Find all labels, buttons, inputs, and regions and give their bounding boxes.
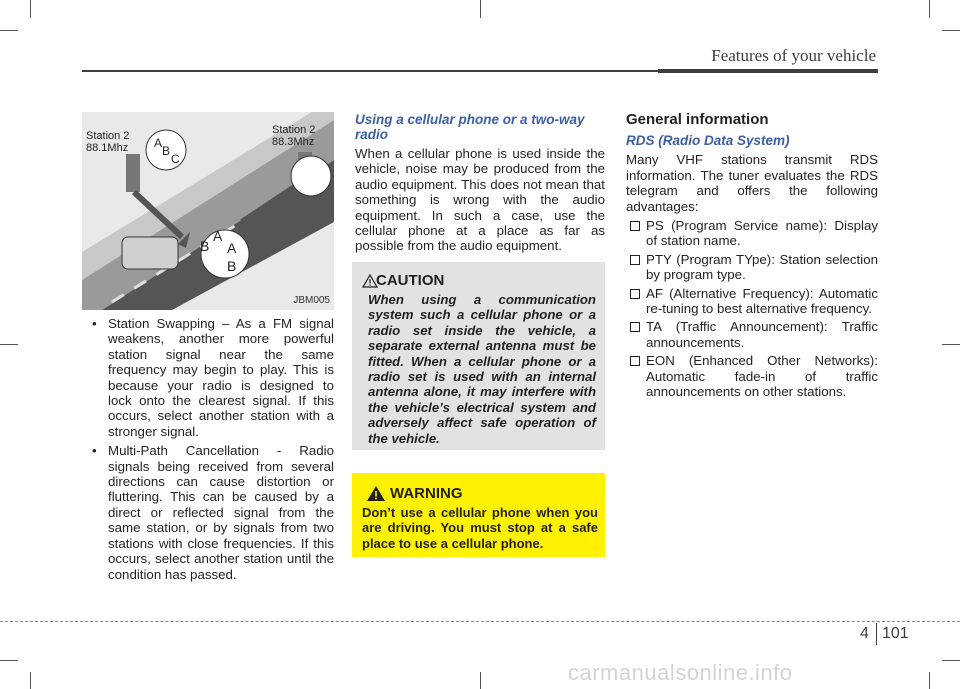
crop-mark bbox=[0, 660, 18, 661]
list-item: AF (Alternative Frequency): Automatic re-tuning to best alternative frequency. bbox=[626, 286, 878, 317]
section-title: General information bbox=[626, 111, 769, 128]
crop-mark bbox=[480, 0, 481, 18]
list-item: • Station Swapping – As a FM signal weakens, another more powerful station signal near the same frequency may begin to play. This is because your radio is designed to lock onto the clearest signal. If this occurs, select another station with a stronger signal. bbox=[86, 316, 334, 439]
crop-mark bbox=[942, 660, 960, 661]
left-tower bbox=[126, 154, 140, 192]
feature-list bbox=[626, 218, 878, 399]
signal-label: B bbox=[162, 144, 171, 158]
column-1 bbox=[86, 316, 334, 586]
bullet-list bbox=[86, 316, 334, 582]
section-title: Using a cellular phone or a two-way radio bbox=[355, 112, 585, 142]
list-item: EON (Enhanced Other Networks): Automatic fade-in of traffic announcements on other stations. bbox=[626, 353, 878, 399]
crop-mark bbox=[929, 0, 930, 18]
signal-bubble bbox=[291, 156, 331, 196]
list-item: • Multi-Path Cancellation - Radio signals being received from several directions can cause distortion or fluttering. This can be caused by a direct or reflected signal from the same station, or by signals from two stations with close frequencies. If this occurs, select another station until the condition has passed. bbox=[86, 443, 334, 582]
page-number-divider bbox=[876, 623, 877, 645]
footer-rule bbox=[0, 621, 960, 622]
section-subtitle: RDS (Radio Data System) bbox=[626, 133, 790, 149]
crop-mark bbox=[942, 30, 960, 31]
crop-mark bbox=[929, 672, 930, 689]
left-station-label: Station 2 88.1Mhz bbox=[86, 130, 130, 154]
column-3 bbox=[626, 112, 878, 403]
header-rule-accent bbox=[658, 69, 878, 73]
watermark: carmanualsonline.info bbox=[568, 660, 793, 685]
header-title: Features of your vehicle bbox=[711, 46, 876, 65]
crop-mark bbox=[30, 672, 31, 689]
signal-label: B bbox=[200, 238, 210, 254]
signal-label: C bbox=[171, 152, 180, 166]
signal-label: A bbox=[213, 228, 223, 244]
caution-body: When using a communication system such a cellular phone or a radio set inside the vehicle, a separate external antenna must be fitted. When a cellular phone or a radio set is used with an internal antenna alone, it may interfere with the vehicle’s electrical system and adversely affect safe operation of the vehicle. bbox=[368, 292, 596, 446]
signal-label: A bbox=[154, 136, 163, 150]
chapter-number: 4 bbox=[860, 625, 869, 642]
crop-mark bbox=[30, 0, 31, 18]
warning-box bbox=[352, 473, 605, 557]
crop-mark bbox=[0, 30, 18, 31]
paragraph: When a cellular phone is used inside the vehicle, noise may be produced from the audio equipment. This does not mean that something is wrong with the audio equipment. In such a case, use the cellular phone at a place as far as possible from the audio equipment. bbox=[355, 146, 605, 254]
list-item: PS (Program Service name): Display of station name. bbox=[626, 218, 878, 249]
illustration-caption: JBM005 bbox=[293, 295, 330, 306]
page-number: 101 bbox=[882, 625, 909, 642]
signal-label: B bbox=[227, 258, 237, 274]
warning-heading: WARNING bbox=[390, 485, 463, 502]
paragraph: Many VHF stations transmit RDS information. The tuner evaluates the RDS telegram and offers the following advantages: bbox=[626, 152, 878, 214]
crop-mark bbox=[480, 672, 481, 689]
car-icon bbox=[122, 237, 178, 269]
list-item: TA (Traffic Announcement): Traffic announcements. bbox=[626, 319, 878, 350]
right-station-label: Station 2 88.3Mhz bbox=[272, 124, 316, 148]
radio-reception-illustration bbox=[82, 112, 334, 310]
warning-triangle-icon bbox=[366, 485, 386, 502]
crop-mark bbox=[0, 344, 18, 345]
caution-box bbox=[352, 262, 605, 450]
signal-label: A bbox=[227, 240, 237, 256]
caution-heading: CAUTION bbox=[376, 272, 445, 289]
column-2 bbox=[355, 112, 605, 254]
list-item: PTY (Program TYpe): Station selection by program type. bbox=[626, 252, 878, 283]
warning-body: Don’t use a cellular phone when you are driving. You must stop at a safe place to use a cellular phone. bbox=[362, 505, 598, 551]
crop-mark bbox=[942, 344, 960, 345]
